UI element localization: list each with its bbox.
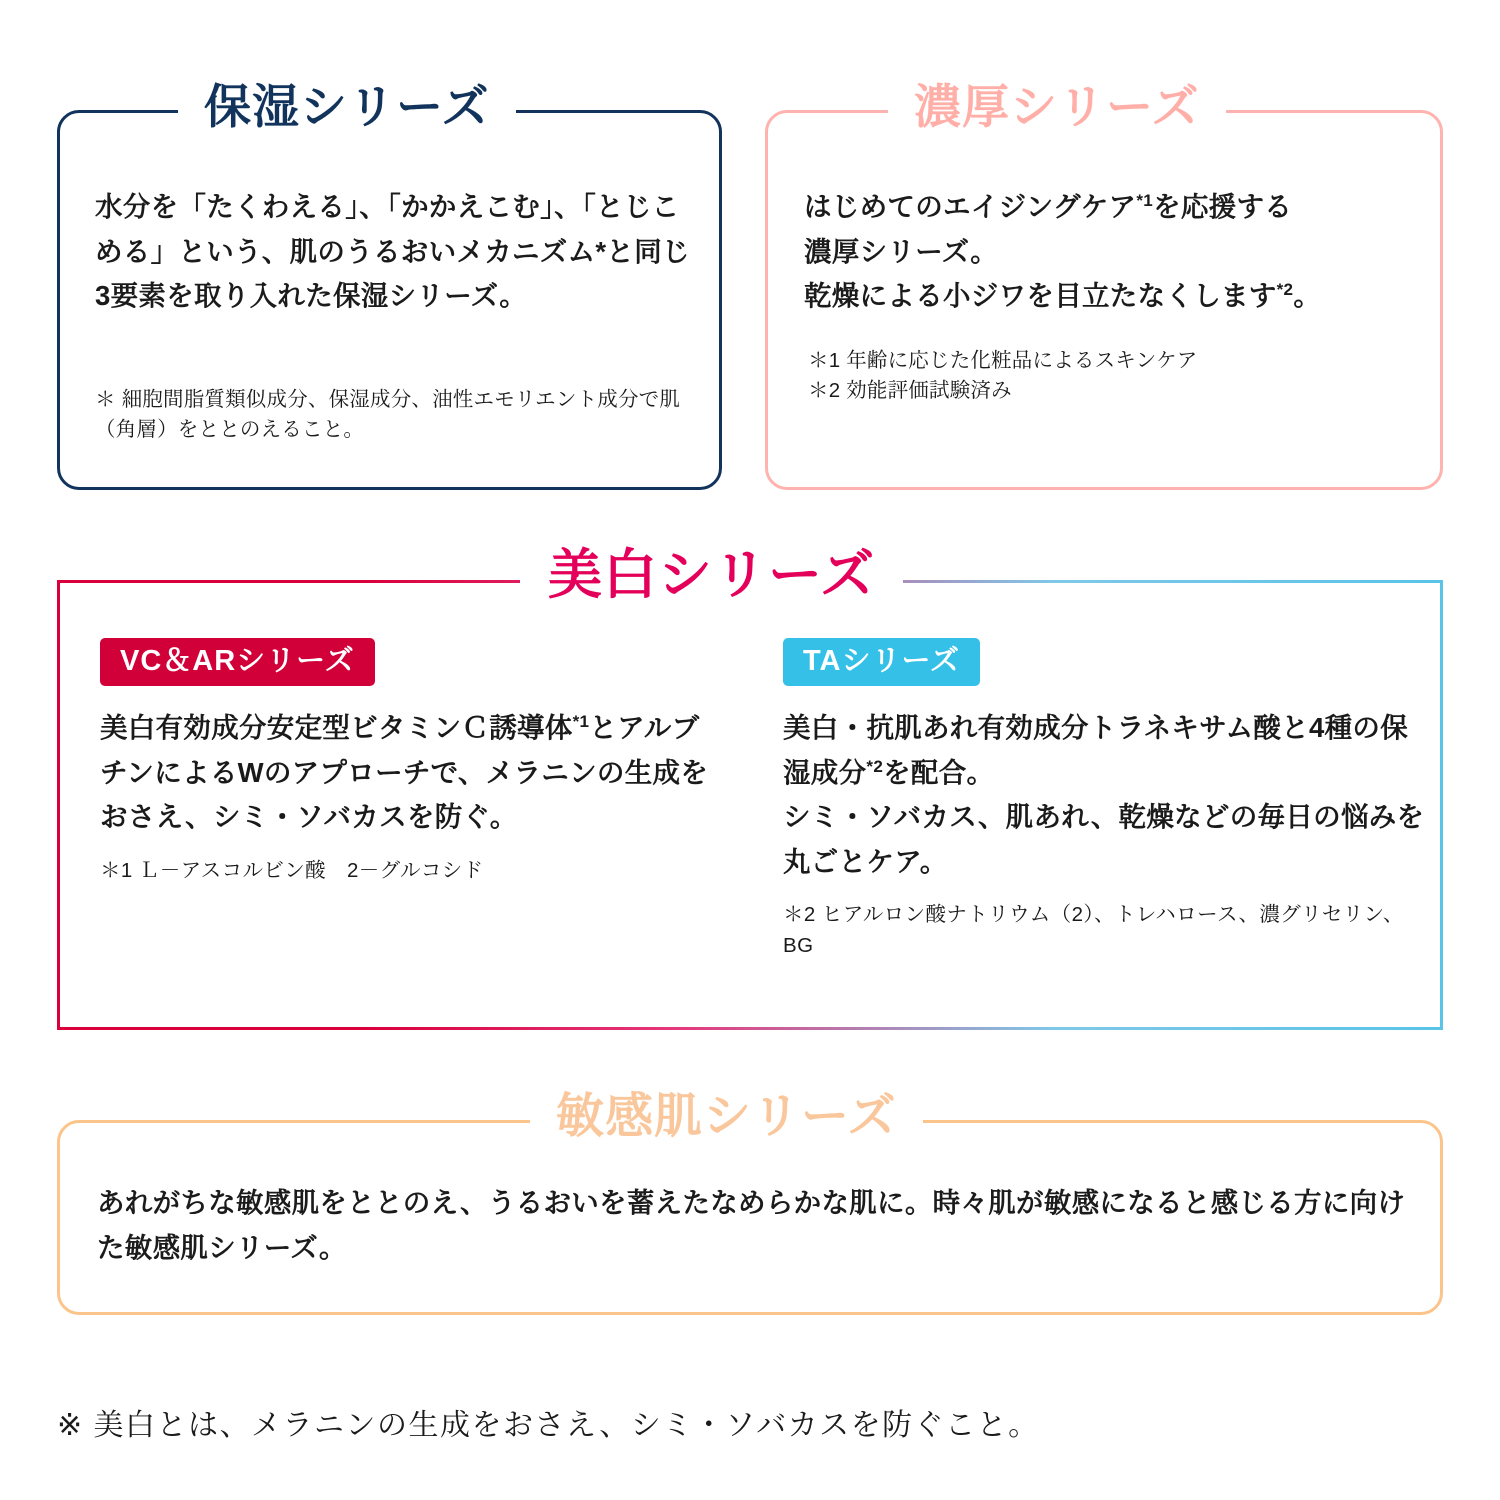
column-ta-body-a: 美白・抗肌あれ有効成分トラネキサム酸と4種の保湿成分 xyxy=(783,712,1408,788)
card-rich-sup1: *1 xyxy=(1136,190,1154,210)
card-rich-body-line2: 濃厚シリーズ。 xyxy=(804,235,999,267)
column-ta-body xyxy=(783,706,1428,884)
card-moisture-note: ＊ 細胞間脂質類似成分、保湿成分、油性エモリエント成分で肌（角層）をととのえること。 xyxy=(95,388,681,442)
card-sensitive-body: あれがちな敏感肌をととのえ、うるおいを蓄えたなめらかな肌に。時々肌が敏感になると感じる方に向けた敏感肌シリーズ。 xyxy=(97,1187,1406,1263)
card-rich-body-line1: はじめてのエイジングケア xyxy=(804,191,1137,222)
card-rich-note-2: ＊2 効能評価試験済み xyxy=(808,379,1012,403)
column-vcar-body-a: 美白有効成分安定型ビタミンＣ誘導体 xyxy=(100,712,573,743)
card-rich-sup2: *2 xyxy=(1276,279,1294,299)
card-rich-body-line3: 乾燥による小ジワを目立たなくします xyxy=(804,280,1277,312)
card-rich-body xyxy=(804,185,1416,319)
card-moisture-series xyxy=(57,80,722,490)
card-rich-body-line3b: 。 xyxy=(1293,280,1322,312)
card-rich-title: 濃厚シリーズ xyxy=(888,83,1226,130)
column-vcar xyxy=(100,638,725,886)
column-ta xyxy=(783,638,1428,962)
column-ta-note: ＊2 ヒアルロン酸ナトリウム（2）、トレハロース、濃グリセリン、BG xyxy=(783,903,1404,957)
column-vcar-sup: *1 xyxy=(572,711,590,731)
column-ta-body-c: シミ・ソバカス、肌あれ、乾燥などの毎日の悩みを丸ごとケア。 xyxy=(783,801,1425,877)
card-rich-body-line1b: を応援する xyxy=(1153,191,1293,222)
page-footnote: ※ 美白とは、メラニンの生成をおさえ、シミ・ソバカスを防ぐこと。 xyxy=(57,1409,1040,1442)
card-rich-notes xyxy=(808,346,1408,407)
card-whitening-series xyxy=(57,580,1443,1030)
column-vcar-body-b: とアルブチンによるWのアプローチで、メラニンの生成をおさえ、シミ・ソバカスを防ぐ。 xyxy=(100,712,709,833)
card-sensitive-title: 敏感肌シリーズ xyxy=(530,1093,923,1141)
column-ta-body-b: を配合。 xyxy=(883,756,995,788)
column-vcar-body xyxy=(100,706,725,840)
card-moisture-title: 保湿シリーズ xyxy=(178,83,516,130)
card-sensitive-series xyxy=(57,1090,1443,1315)
column-ta-sup: *2 xyxy=(866,756,884,776)
card-moisture-body: 水分を「たくわえる」、「かかえこむ」、「とじこめる」という、肌のうるおいメカニズム*と同じ3要素を取り入れた保湿シリーズ。 xyxy=(95,191,690,312)
card-rich-series xyxy=(765,80,1443,490)
card-rich-note-1: ＊1 年齢に応じた化粧品によるスキンケア xyxy=(808,349,1198,372)
column-vcar-note: ＊1 Ｌ－アスコルビン酸 2－グルコシド xyxy=(100,858,484,882)
tag-ta-series: TAシリーズ xyxy=(783,638,980,686)
card-whitening-title: 美白シリーズ xyxy=(520,548,903,602)
tag-vcar-series: VC＆ARシリーズ xyxy=(100,638,375,686)
